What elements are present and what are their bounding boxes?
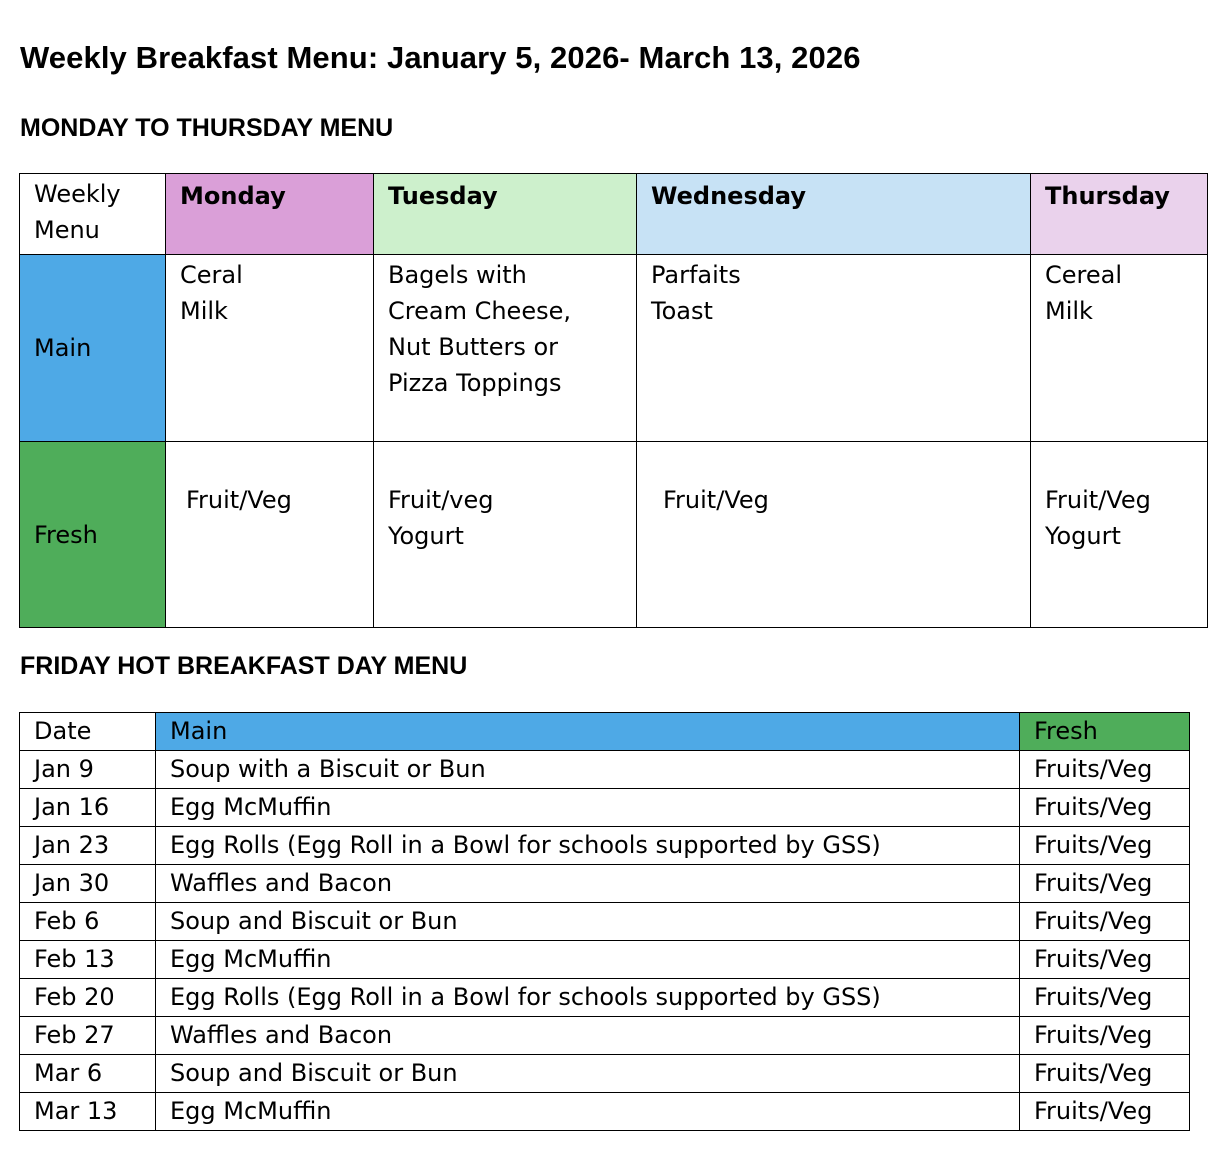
fresh-row	[20, 442, 1208, 628]
date-cell: Jan 16	[20, 789, 156, 827]
date-cell: Mar 13	[20, 1093, 156, 1131]
main-tuesday-cell	[374, 255, 637, 442]
weekday-header-row	[20, 174, 1208, 255]
date-cell: Feb 6	[20, 903, 156, 941]
date-cell: Feb 13	[20, 941, 156, 979]
fresh-cell: Fruits/Veg	[1020, 903, 1190, 941]
table-row	[20, 941, 1190, 979]
menu-item: Cereal	[1045, 261, 1123, 289]
main-dish-cell: Waffles and Bacon	[156, 865, 1020, 903]
table-row	[20, 1017, 1190, 1055]
menu-item: Milk	[180, 297, 228, 325]
table-row	[20, 979, 1190, 1017]
main-row	[20, 255, 1208, 442]
corner-label-cell	[20, 174, 166, 255]
menu-item: Cream Cheese,	[388, 297, 571, 325]
table-row	[20, 751, 1190, 789]
menu-item: Toast	[651, 297, 713, 325]
fresh-wednesday-cell	[637, 442, 1031, 628]
fresh-cell: Fruits/Veg	[1020, 1055, 1190, 1093]
fresh-thursday-cell	[1031, 442, 1208, 628]
date-cell: Feb 20	[20, 979, 156, 1017]
main-wednesday-cell	[637, 255, 1031, 442]
day-header-wednesday: Wednesday	[637, 174, 1031, 255]
page-title: Weekly Breakfast Menu: January 5, 2026- March 13, 2026	[20, 40, 861, 75]
table-row	[20, 903, 1190, 941]
main-dish-cell: Egg McMuffin	[156, 789, 1020, 827]
date-cell: Jan 30	[20, 865, 156, 903]
menu-item: Yogurt	[1045, 522, 1121, 550]
main-dish-cell: Soup with a Biscuit or Bun	[156, 751, 1020, 789]
main-dish-cell: Egg Rolls (Egg Roll in a Bowl for schools supported by GSS)	[156, 827, 1020, 865]
menu-item: Nut Butters or	[388, 333, 559, 361]
table-row	[20, 865, 1190, 903]
main-dish-cell: Egg Rolls (Egg Roll in a Bowl for schools supported by GSS)	[156, 979, 1020, 1017]
fresh-column-header: Fresh	[1020, 713, 1190, 751]
menu-item: Bagels with	[388, 261, 527, 289]
day-header-thursday: Thursday	[1031, 174, 1208, 255]
table-row	[20, 827, 1190, 865]
fresh-cell: Fruits/Veg	[1020, 1017, 1190, 1055]
weekday-menu-heading: MONDAY TO THURSDAY MENU	[20, 114, 394, 142]
main-dish-cell: Soup and Biscuit or Bun	[156, 903, 1020, 941]
table-row	[20, 789, 1190, 827]
table-row	[20, 1093, 1190, 1131]
menu-item: Yogurt	[388, 522, 464, 550]
date-cell: Jan 23	[20, 827, 156, 865]
menu-item: Fruit/veg	[388, 486, 494, 514]
menu-item: Ceral	[180, 261, 243, 289]
date-cell: Jan 9	[20, 751, 156, 789]
main-row-label: Main	[20, 255, 166, 442]
fresh-row-label: Fresh	[20, 442, 166, 628]
corner-label-line: Menu	[34, 216, 100, 244]
weekday-menu-table	[19, 173, 1208, 628]
main-dish-cell: Egg McMuffin	[156, 1093, 1020, 1131]
friday-menu-table	[19, 712, 1190, 1131]
fresh-tuesday-cell	[374, 442, 637, 628]
day-header-tuesday: Tuesday	[374, 174, 637, 255]
menu-item: Fruit/Veg	[1045, 486, 1151, 514]
fresh-cell: Fruits/Veg	[1020, 941, 1190, 979]
menu-item: Milk	[1045, 297, 1093, 325]
date-cell: Mar 6	[20, 1055, 156, 1093]
fresh-cell: Fruits/Veg	[1020, 789, 1190, 827]
main-column-header: Main	[156, 713, 1020, 751]
fresh-monday-cell	[166, 442, 374, 628]
main-thursday-cell	[1031, 255, 1208, 442]
fresh-cell: Fruits/Veg	[1020, 827, 1190, 865]
fresh-cell: Fruits/Veg	[1020, 751, 1190, 789]
friday-header-row	[20, 713, 1190, 751]
date-column-header: Date	[20, 713, 156, 751]
date-cell: Feb 27	[20, 1017, 156, 1055]
main-dish-cell: Soup and Biscuit or Bun	[156, 1055, 1020, 1093]
table-row	[20, 1055, 1190, 1093]
fresh-cell: Fruits/Veg	[1020, 1093, 1190, 1131]
main-dish-cell: Egg McMuffin	[156, 941, 1020, 979]
main-monday-cell	[166, 255, 374, 442]
menu-item: Fruit/Veg	[186, 486, 292, 514]
corner-label-line: Weekly	[34, 180, 121, 208]
menu-item: Pizza Toppings	[388, 369, 562, 397]
fresh-cell: Fruits/Veg	[1020, 979, 1190, 1017]
menu-item: Fruit/Veg	[663, 486, 769, 514]
main-dish-cell: Waffles and Bacon	[156, 1017, 1020, 1055]
friday-menu-heading: FRIDAY HOT BREAKFAST DAY MENU	[20, 652, 468, 680]
day-header-monday: Monday	[166, 174, 374, 255]
fresh-cell: Fruits/Veg	[1020, 865, 1190, 903]
menu-item: Parfaits	[651, 261, 741, 289]
